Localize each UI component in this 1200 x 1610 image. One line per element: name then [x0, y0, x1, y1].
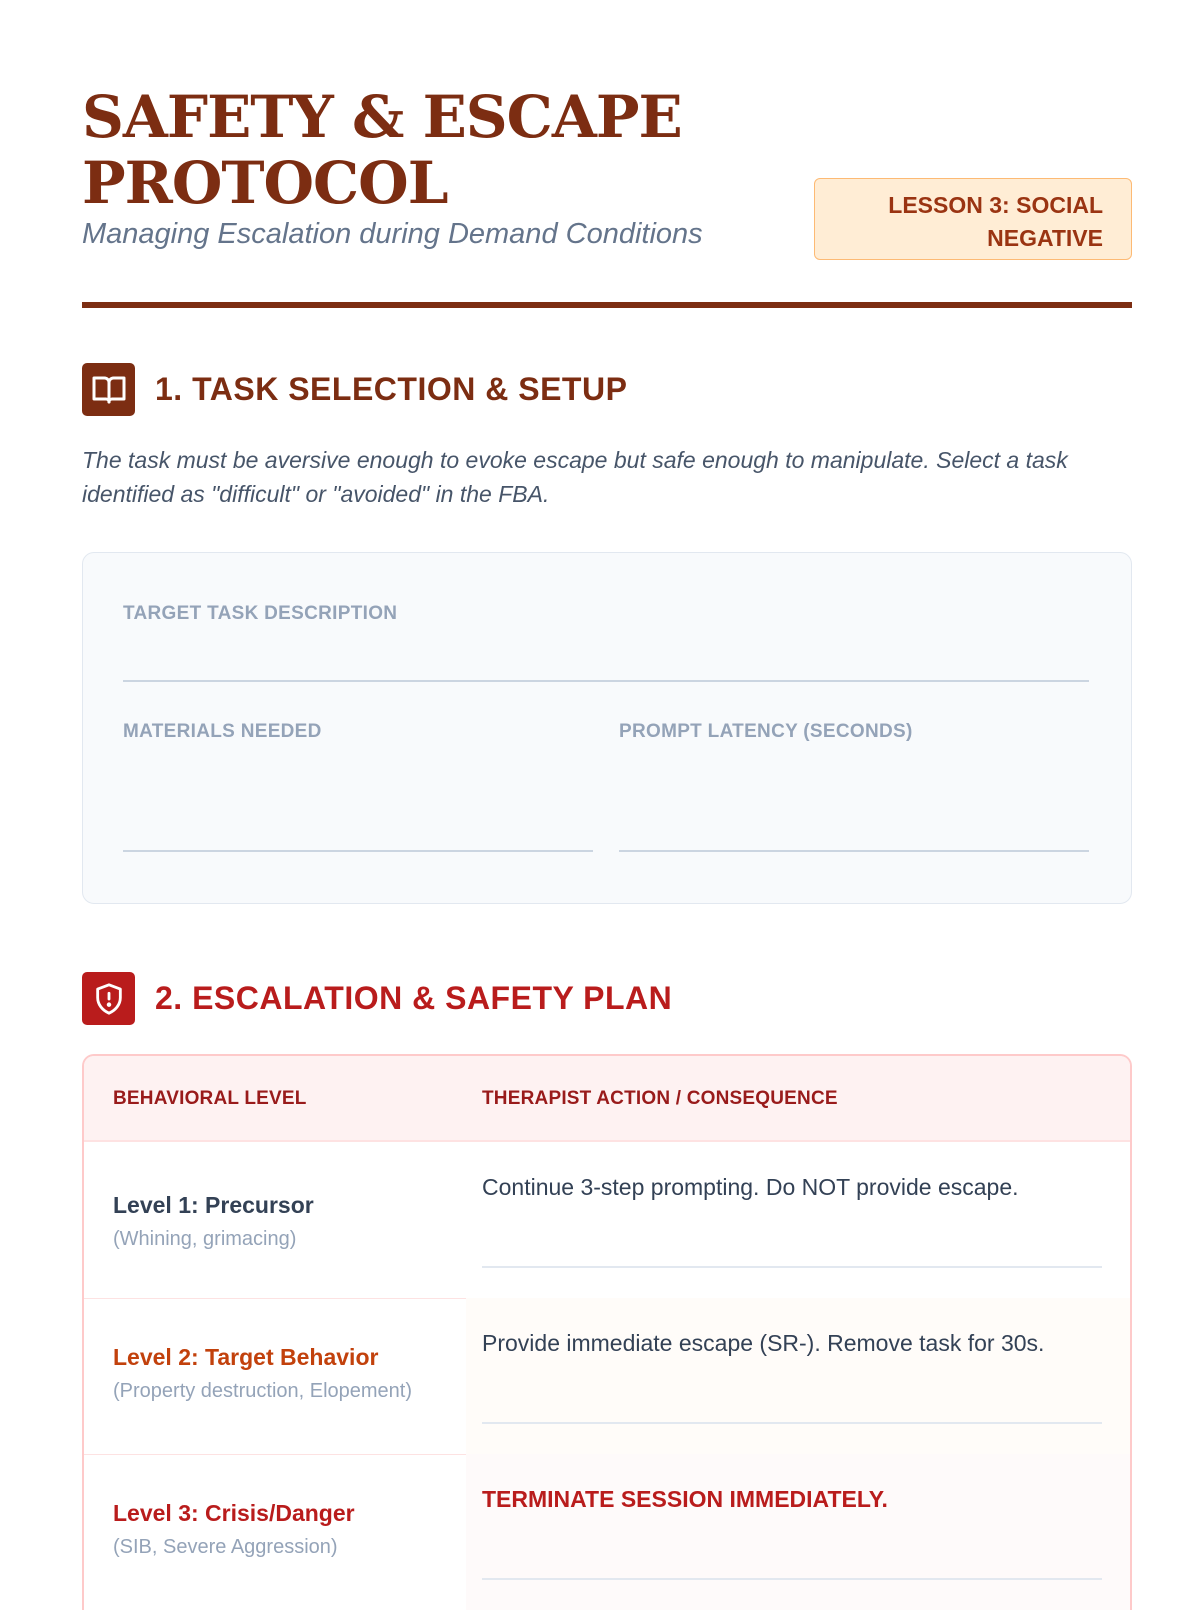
materials-label: MATERIALS NEEDED [123, 721, 322, 742]
level-1-action-cell [466, 1142, 1130, 1298]
table-row [84, 1298, 1130, 1455]
level-2-action: Provide immediate escape (SR-). Remove task for 30s. [482, 1330, 1045, 1356]
book-open-icon [82, 363, 135, 416]
prompt-latency-field[interactable] [619, 850, 1089, 852]
page-subtitle: Managing Escalation during Demand Conditions [82, 218, 703, 250]
header-divider [82, 302, 1132, 308]
table-row [84, 1142, 1130, 1299]
level-3-title: Level 3: Crisis/Danger [113, 1500, 355, 1526]
section-1-title: 1. TASK SELECTION & SETUP [155, 371, 628, 407]
level-2-title: Level 2: Target Behavior [113, 1344, 379, 1370]
title-line-2: PROTOCOL [82, 149, 448, 217]
level-2-notes-field[interactable] [482, 1422, 1102, 1424]
prompt-latency-label: PROMPT LATENCY (SECONDS) [619, 721, 913, 742]
column-header-action: THERAPIST ACTION / CONSEQUENCE [482, 1088, 838, 1109]
level-3-notes-field[interactable] [482, 1578, 1102, 1580]
level-3-action-cell [466, 1454, 1130, 1610]
badge-line-2: NEGATIVE [987, 225, 1103, 251]
level-1-notes-field[interactable] [482, 1266, 1102, 1268]
header [82, 84, 1132, 304]
table-header [84, 1056, 1130, 1142]
target-task-label: TARGET TASK DESCRIPTION [123, 603, 398, 624]
level-2-action-cell [466, 1298, 1130, 1454]
materials-field[interactable] [123, 850, 593, 852]
title-line-1: SAFETY & ESCAPE [82, 83, 682, 151]
badge-line-1: LESSON 3: SOCIAL [888, 192, 1103, 218]
level-3-action: TERMINATE SESSION IMMEDIATELY. [482, 1486, 888, 1512]
escalation-table [82, 1054, 1132, 1610]
target-task-field[interactable] [123, 680, 1089, 682]
section-1-intro: The task must be aversive enough to evoke escape but safe enough to manipulate. Select a task identified as "difficult" or "avoided" in the FBA. [82, 447, 1068, 507]
table-row [84, 1454, 1130, 1610]
section-2-heading [82, 972, 672, 1025]
page-title [82, 84, 782, 216]
level-1-action: Continue 3-step prompting. Do NOT provide escape. [482, 1174, 1019, 1200]
level-2-examples: (Property destruction, Elopement) [113, 1380, 413, 1402]
section-2-title: 2. ESCALATION & SAFETY PLAN [155, 980, 673, 1016]
level-1-title: Level 1: Precursor [113, 1192, 314, 1218]
lesson-badge [814, 178, 1132, 260]
task-setup-form [82, 552, 1132, 904]
shield-alert-icon [82, 972, 135, 1025]
section-1-heading [82, 363, 627, 416]
column-header-level: BEHAVIORAL LEVEL [113, 1088, 307, 1109]
level-3-examples: (SIB, Severe Aggression) [113, 1536, 338, 1558]
level-1-examples: (Whining, grimacing) [113, 1228, 297, 1250]
